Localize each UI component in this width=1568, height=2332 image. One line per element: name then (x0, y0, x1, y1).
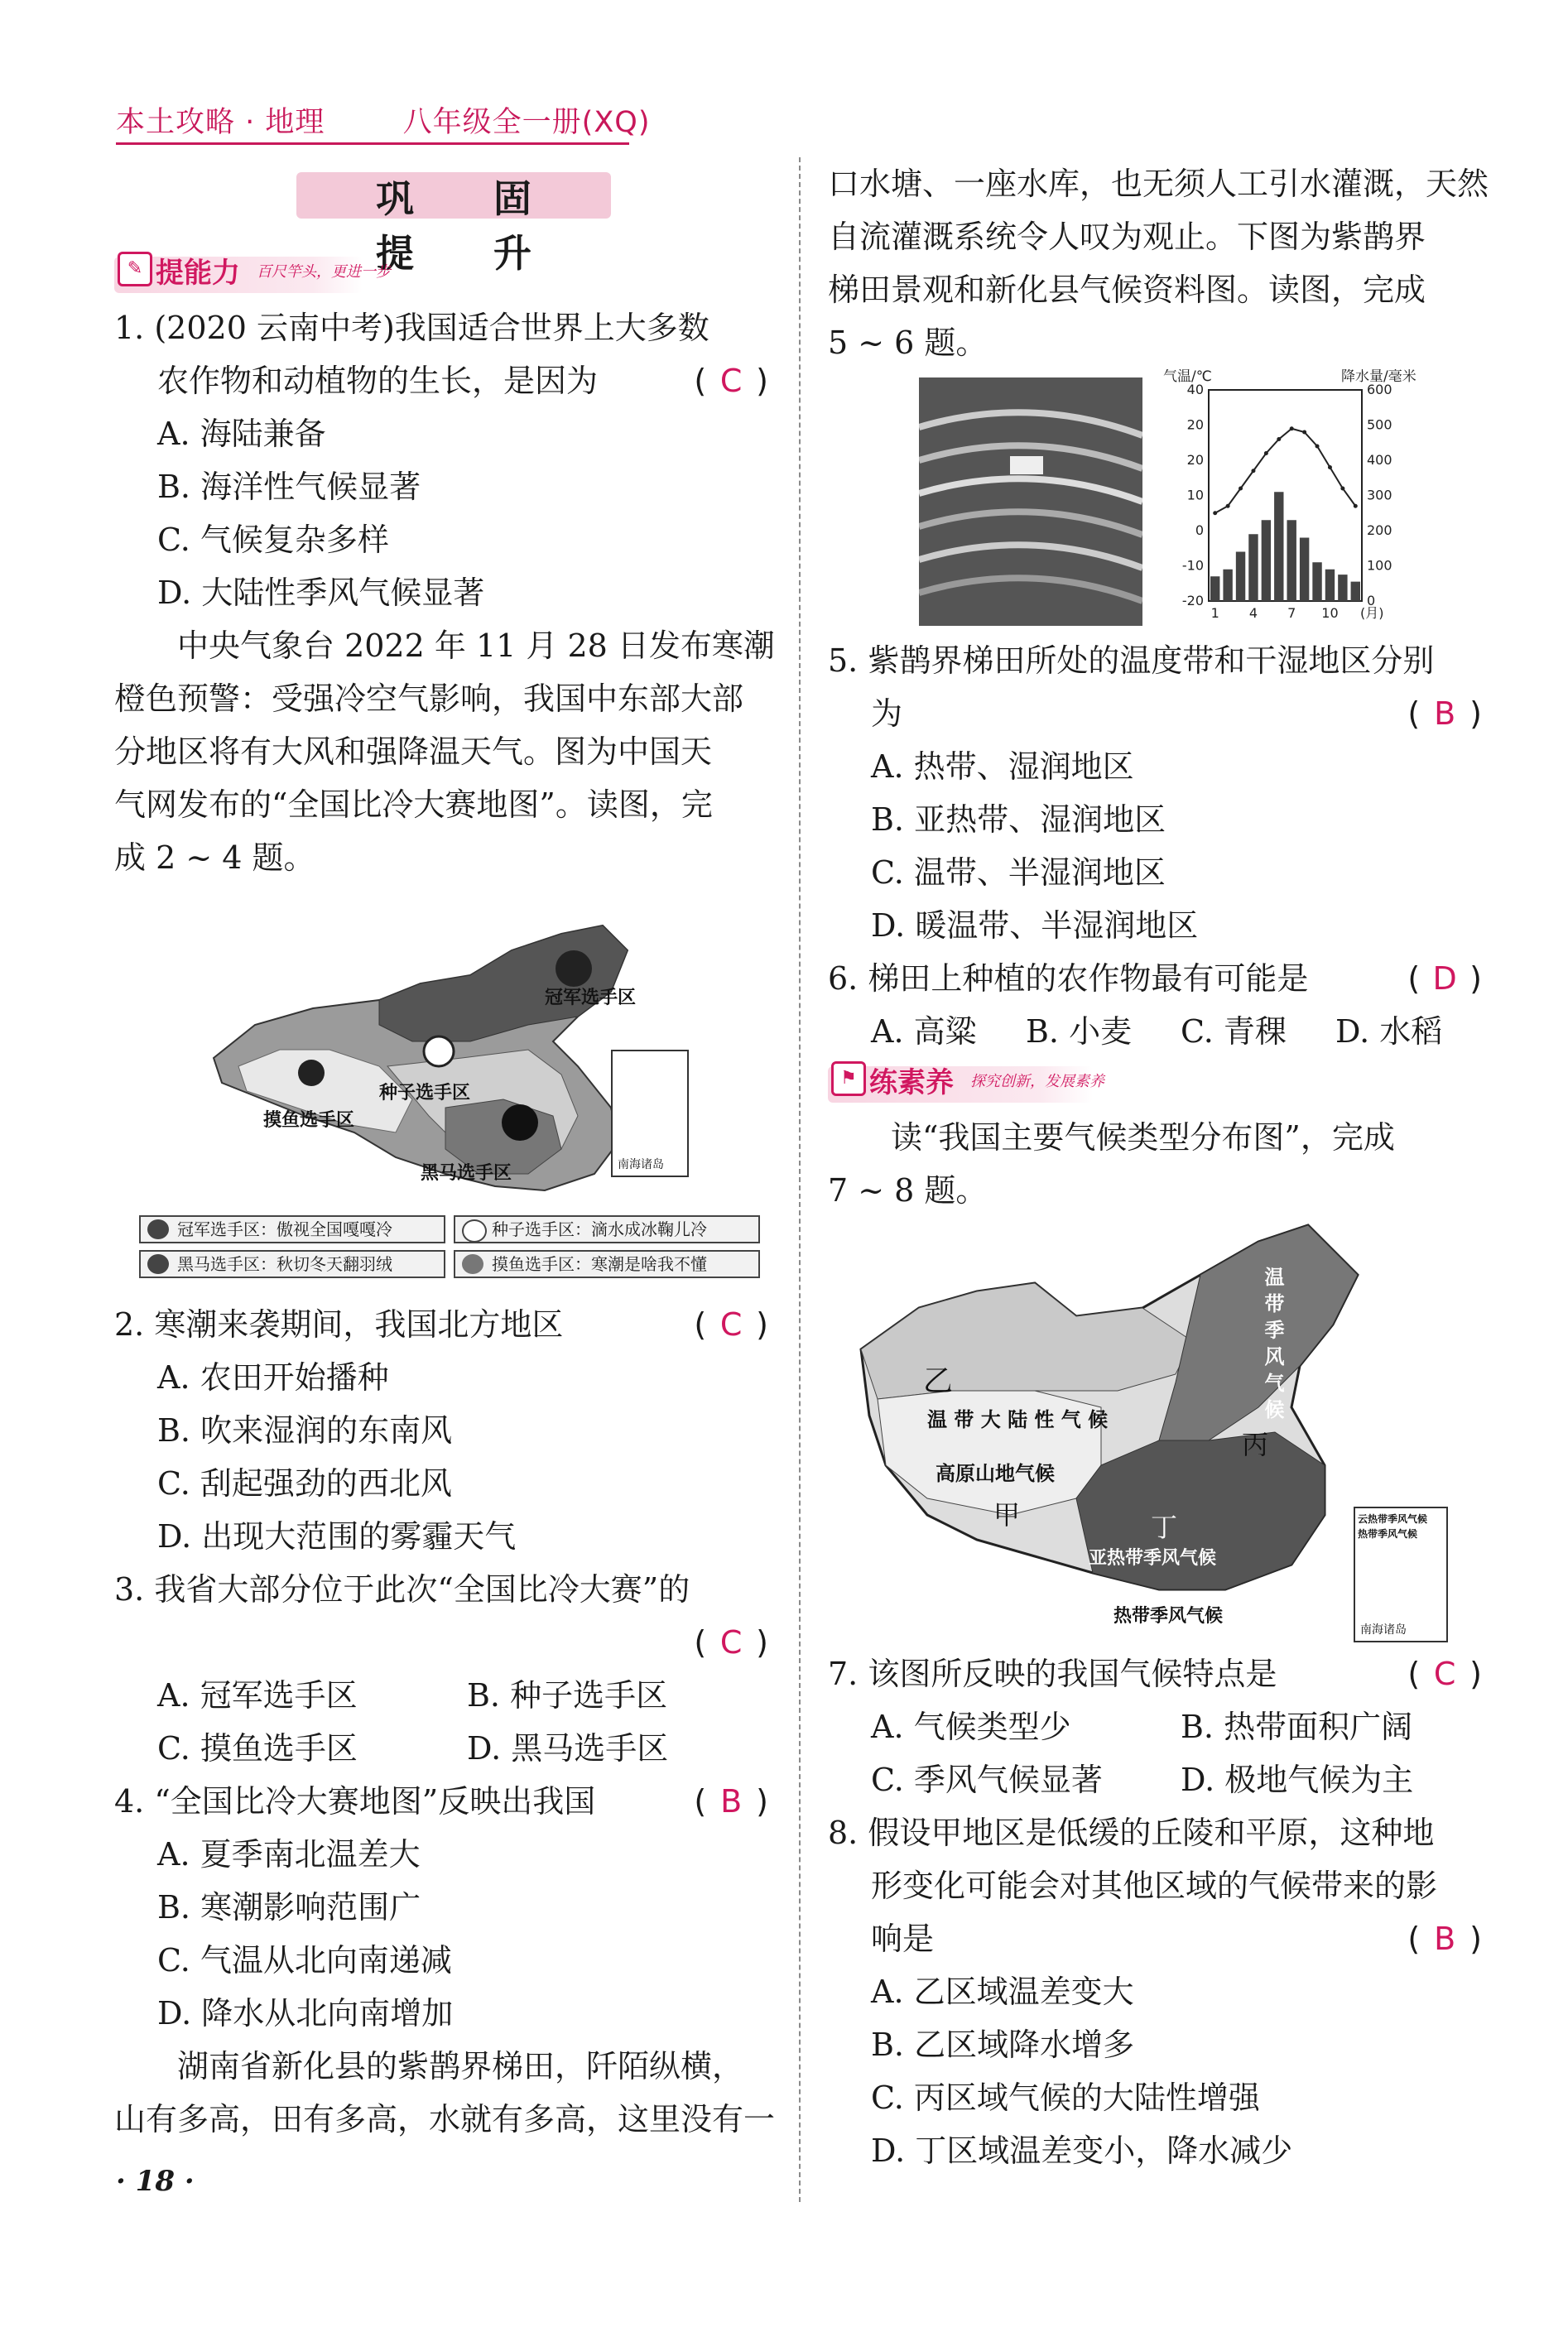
legend-face-icon (147, 1254, 169, 1274)
map2-label-tropical: 热带季风气候 (1113, 1606, 1224, 1627)
map2-label-ding: 丁 (1151, 1512, 1178, 1543)
q5-answer-value: B (1434, 695, 1456, 732)
q1-option-b: B. 海洋性气候显著 (157, 469, 421, 505)
q6-stem-text: 6. 梯田上种植的农作物最有可能是 (828, 960, 1309, 997)
terrace-figure (828, 369, 1490, 634)
q7-option-d: D. 极地气候为主 (1181, 1762, 1414, 1798)
passage1-line: 气网发布的“全国比冷大赛地图”。读图，完 (114, 786, 713, 823)
flag-icon: ⚑ (831, 1061, 866, 1096)
seed-face-icon (424, 1036, 454, 1066)
q1-option-c: C. 气候复杂多样 (157, 522, 389, 558)
q6-options (828, 1005, 1490, 1058)
section-name: 提能力 (156, 257, 240, 290)
terrace-photo (919, 377, 1142, 626)
q1-option-a: A. 海陆兼备 (157, 416, 326, 452)
q7-answer-value: C (1433, 1656, 1456, 1692)
section-title: 巩 固 提 升 (375, 176, 565, 276)
passage3-line: 读“我国主要气候类型分布图”，完成 (891, 1119, 1395, 1156)
map2-label-bing: 丙 (1242, 1429, 1269, 1460)
temperate-continental-region (861, 1283, 1192, 1399)
chart-tick-x: 7 (1287, 605, 1296, 621)
passage2-line: 山有多高，田有多高，水就有多高，这里没有一 (114, 2101, 776, 2137)
section-liansuyang (828, 1058, 1490, 1111)
q8-option-d: D. 丁区域温差变小，降水减少 (871, 2132, 1293, 2169)
darkhorse-face-icon (502, 1104, 538, 1141)
temperature-point (1213, 511, 1217, 515)
q2-option-a: A. 农田开始播种 (157, 1359, 389, 1396)
temperature-point (1328, 465, 1332, 469)
legend-face-icon (462, 1219, 487, 1243)
q5-option-c: C. 温带、半湿润地区 (871, 854, 1166, 891)
legend-zone: 种子选手区： (492, 1219, 591, 1239)
book-icon: ✎ (118, 252, 152, 286)
chart-tick-left: 20 (1186, 416, 1204, 433)
q6-option-b: B. 小麦 (1026, 1013, 1133, 1050)
section-name: 练素养 (869, 1066, 954, 1099)
legend-face-icon (147, 1219, 169, 1239)
temperature-point (1290, 426, 1294, 430)
chart-tick-left: -20 (1181, 593, 1204, 608)
left-column (114, 157, 777, 2146)
passage1-line: 橙色预警：受强冷空气影响，我国中东部大部 (114, 680, 744, 717)
q3-answer-line (114, 1616, 777, 1669)
question-7 (828, 1647, 1490, 1806)
chart-tick-right: 400 (1367, 452, 1392, 468)
q3-option-d: D. 黑马选手区 (467, 1730, 669, 1767)
q1-answer: ( C ) (694, 354, 768, 407)
chart-tick-right: 100 (1367, 557, 1392, 574)
passage2-line: 自流灌溉系统令人叹为观止。下图为紫鹊界 (828, 219, 1426, 255)
map2-label-yi: 乙 (923, 1364, 954, 1398)
q3-options-row2 (114, 1722, 777, 1775)
q2-option-b: B. 吹来湿润的东南风 (157, 1412, 453, 1449)
map1-label-slacker: 摸鱼选手区 (263, 1110, 355, 1131)
passage1-line: 分地区将有大风和强降温天气。图为中国天 (114, 733, 713, 770)
section-slogan: 百尺竿头，更进一步 (257, 263, 391, 281)
temperature-point (1277, 437, 1281, 441)
q8-answer: ( B ) (1407, 1912, 1482, 1965)
q7-stem-text: 7. 该图所反映的我国气候特点是 (828, 1656, 1277, 1692)
map2-label-temperate-monsoon: 温带季风气候 (1261, 1267, 1284, 1426)
chart-tick-left: 0 (1195, 522, 1204, 538)
q4-option-c: C. 气温从北向南递减 (157, 1942, 452, 1979)
climate-map-figure (828, 1217, 1490, 1647)
legend-text: 寒潮是啥我不懂 (591, 1254, 707, 1274)
question-6 (828, 952, 1490, 1058)
map2-inset (1354, 1507, 1448, 1642)
q5-option-a: A. 热带、湿润地区 (871, 748, 1134, 785)
legend-face-icon (462, 1254, 483, 1274)
q5-stem2-text: 为 (871, 695, 903, 732)
temperature-point (1251, 469, 1255, 473)
q2-stem (114, 1298, 777, 1351)
precip-bar (1262, 520, 1271, 601)
map1-inset-label: 南海诸岛 (618, 1158, 664, 1171)
q8-stem-line: 8. 假设甲地区是低缓的丘陵和平原，这种地 (828, 1815, 1435, 1851)
map2-label-plateau: 高原山地气候 (936, 1462, 1055, 1485)
q3-answer: ( C ) (694, 1616, 768, 1669)
map1-label-champion: 冠军选手区 (545, 988, 637, 1008)
map1-legend-item (454, 1250, 760, 1278)
passage3-line: 7 ~ 8 题。 (828, 1172, 988, 1209)
map1-inset (611, 1050, 689, 1177)
precip-bar (1248, 534, 1258, 601)
map1-label-darkhorse: 黑马选手区 (421, 1163, 512, 1184)
q7-answer: ( C ) (1407, 1647, 1482, 1700)
champion-face-icon (556, 950, 592, 987)
q7-options-row2 (828, 1753, 1490, 1806)
q8-stem-text: 响是 (871, 1921, 935, 1957)
temperature-point (1264, 451, 1268, 455)
q1-answer-value: C (719, 363, 743, 399)
q1-option-d: D. 大陆性季风气候显著 (157, 575, 485, 611)
temperature-point (1315, 445, 1320, 449)
question-5 (828, 634, 1490, 952)
temperature-point (1340, 487, 1344, 491)
q6-option-a: A. 高粱 (871, 1013, 977, 1050)
precip-bar (1312, 562, 1321, 601)
q8-stem-line: 形变化可能会对其他区域的气候带来的影 (871, 1868, 1438, 1904)
q1-stem-text: 农作物和动植物的生长，是因为 (157, 363, 599, 399)
column-divider (799, 157, 801, 2202)
legend-zone: 黑马选手区： (177, 1254, 277, 1274)
map2-inset-sub: 热带季风气候 (1358, 1528, 1418, 1540)
temperature-point (1239, 487, 1243, 491)
chart-tick-x: 10 (1321, 605, 1339, 621)
chart-tick-right: 500 (1367, 416, 1392, 433)
chart-tick-left: 10 (1186, 487, 1204, 503)
q3-answer-value: C (719, 1624, 743, 1661)
q2-option-d: D. 出现大范围的雾霾天气 (157, 1518, 517, 1555)
q7-stem (828, 1647, 1490, 1700)
chart-tick-x: 4 (1248, 605, 1258, 621)
q2-option-c: C. 刮起强劲的西北风 (157, 1465, 452, 1502)
chart-tick-left: -10 (1181, 557, 1204, 574)
q2-answer: ( C ) (694, 1298, 768, 1351)
q4-answer: ( B ) (694, 1775, 768, 1828)
cold-contest-map-figure (114, 884, 777, 1298)
chart-tick-right: 0 (1367, 593, 1376, 608)
slacker-face-icon (298, 1060, 325, 1086)
climate-chart (1159, 369, 1457, 626)
precip-bar (1325, 570, 1335, 601)
passage1-line: 成 2 ~ 4 题。 (114, 839, 315, 876)
q3-options-row1 (114, 1669, 777, 1722)
legend-zone: 冠军选手区： (177, 1219, 277, 1239)
chart-tick-right: 600 (1367, 382, 1392, 397)
question-3 (114, 1563, 777, 1775)
map1-label-seed: 种子选手区 (379, 1083, 471, 1103)
temperature-line (1215, 429, 1356, 513)
passage1-line: 中央气象台 2022 年 11 月 28 日发布寒潮 (177, 627, 775, 664)
passage-climate-types (828, 1111, 1490, 1217)
q6-answer: ( D ) (1407, 952, 1482, 1005)
chart-tick-left: 20 (1186, 452, 1204, 468)
q6-option-c: C. 青稞 (1181, 1013, 1287, 1050)
q3-option-a: A. 冠军选手区 (157, 1677, 358, 1714)
temperature-point (1354, 504, 1358, 508)
q5-option-d: D. 暖温带、半湿润地区 (871, 907, 1199, 944)
q8-option-c: C. 丙区域气候的大陆性增强 (871, 2080, 1260, 2116)
page-number: · 18 · (116, 2165, 195, 2198)
precip-bar (1300, 538, 1309, 602)
q4-option-b: B. 寒潮影响范围广 (157, 1889, 421, 1926)
precip-bar (1351, 582, 1360, 601)
q3-option-b: B. 种子选手区 (467, 1677, 668, 1714)
q7-option-b: B. 热带面积广阔 (1181, 1709, 1413, 1745)
question-2 (114, 1298, 777, 1563)
q6-option-d: D. 水稻 (1335, 1013, 1443, 1050)
q8-option-a: A. 乙区域温差变大 (871, 1974, 1134, 2010)
map2-label-subtropical: 亚热带季风气候 (1089, 1548, 1217, 1569)
chart-tick-right: 300 (1367, 487, 1392, 503)
q4-stem (114, 1775, 777, 1828)
question-8 (828, 1806, 1490, 2177)
q3-option-c: C. 摸鱼选手区 (157, 1730, 358, 1767)
passage2-line: 5 ~ 6 题。 (828, 325, 988, 361)
precip-bar (1236, 552, 1245, 602)
q2-answer-value: C (719, 1306, 743, 1343)
q8-answer-value: B (1434, 1921, 1456, 1957)
q4-option-a: A. 夏季南北温差大 (157, 1836, 421, 1873)
passage2-line: 口水塘、一座水库，也无须人工引水灌溉，天然 (828, 166, 1489, 202)
question-4 (114, 1775, 777, 2040)
q5-answer: ( B ) (1407, 687, 1482, 740)
passage-terraces-right (828, 157, 1490, 369)
header-rule (116, 142, 629, 145)
legend-zone: 摸鱼选手区： (492, 1254, 591, 1274)
q5-option-b: B. 亚热带、湿润地区 (871, 801, 1166, 838)
precip-bar (1223, 570, 1232, 601)
chart-tick-left: 40 (1186, 382, 1204, 397)
q5-stem: 5. 紫鹊界梯田所处的温度带和干湿地区分别 (828, 642, 1435, 679)
q7-option-c: C. 季风气候显著 (871, 1762, 1103, 1798)
q2-stem-text: 2. 寒潮来袭期间，我国北方地区 (114, 1306, 564, 1343)
legend-text: 滴水成冰鞠儿冷 (591, 1219, 707, 1239)
passage-cold-wave (114, 619, 777, 884)
question-1 (114, 301, 777, 619)
q6-stem (828, 952, 1490, 1005)
q7-options-row1 (828, 1700, 1490, 1753)
q1-stem-line2 (114, 354, 777, 407)
map2-inset-title: 云热带季风气候 (1358, 1513, 1428, 1525)
q4-option-d: D. 降水从北向南增加 (157, 1995, 454, 2031)
precip-bar (1274, 492, 1283, 601)
q4-answer-value: B (720, 1783, 743, 1820)
q6-answer-value: D (1432, 960, 1457, 997)
chart-ylabel-left: 气温/℃ (1163, 369, 1212, 385)
chart-ylabel-right: 降水量/毫米 (1341, 369, 1416, 385)
legend-text: 傲视全国嘎嘎冷 (277, 1219, 392, 1239)
passage2-line: 湖南省新化县的紫鹊界梯田，阡陌纵横， (177, 2048, 744, 2084)
section-tinengli (114, 248, 777, 301)
q3-stem: 3. 我省大部分位于此次“全国比冷大赛”的 (114, 1571, 690, 1608)
q8-option-b: B. 乙区域降水增多 (871, 2027, 1135, 2063)
temperature-point (1302, 430, 1306, 435)
section-slogan: 探究创新，发展素养 (970, 1073, 1104, 1090)
map1-legend-item (139, 1215, 445, 1243)
map2-inset-bottom: 南海诸岛 (1360, 1623, 1407, 1637)
map1-legend-item (139, 1250, 445, 1278)
chart-tick-right: 200 (1367, 522, 1392, 538)
header-title: 本土攻略 · 地理 (116, 106, 325, 139)
running-header (116, 99, 651, 141)
q5-stem2 (828, 687, 1490, 740)
passage2-line: 梯田景观和新化县气候资料图。读图，完成 (828, 272, 1426, 308)
legend-text: 秋切冬天翻羽绒 (277, 1254, 392, 1274)
header-grade: 八年级全一册(XQ) (402, 106, 651, 139)
precip-bar (1210, 576, 1219, 601)
map2-label-temperate-continental: 温 带 大 陆 性 气 候 (927, 1408, 1109, 1431)
q1-stem-line1: 1. (2020 云南中考)我国适合世界上大多数 (114, 310, 709, 346)
passage-terraces-left (114, 2040, 777, 2146)
precip-bar (1287, 520, 1296, 601)
precip-bar (1338, 575, 1347, 601)
temperature-point (1226, 504, 1230, 508)
q7-option-a: A. 气候类型少 (871, 1709, 1071, 1745)
chart-x-unit: (月) (1360, 605, 1384, 621)
right-column (828, 157, 1490, 2177)
q8-stem-line3 (828, 1912, 1490, 1965)
q4-stem-text: 4. “全国比冷大赛地图”反映出我国 (114, 1783, 596, 1820)
map1-legend-item (454, 1215, 760, 1243)
map2-label-jia: 甲 (993, 1499, 1021, 1531)
chart-tick-x: 1 (1210, 605, 1219, 621)
